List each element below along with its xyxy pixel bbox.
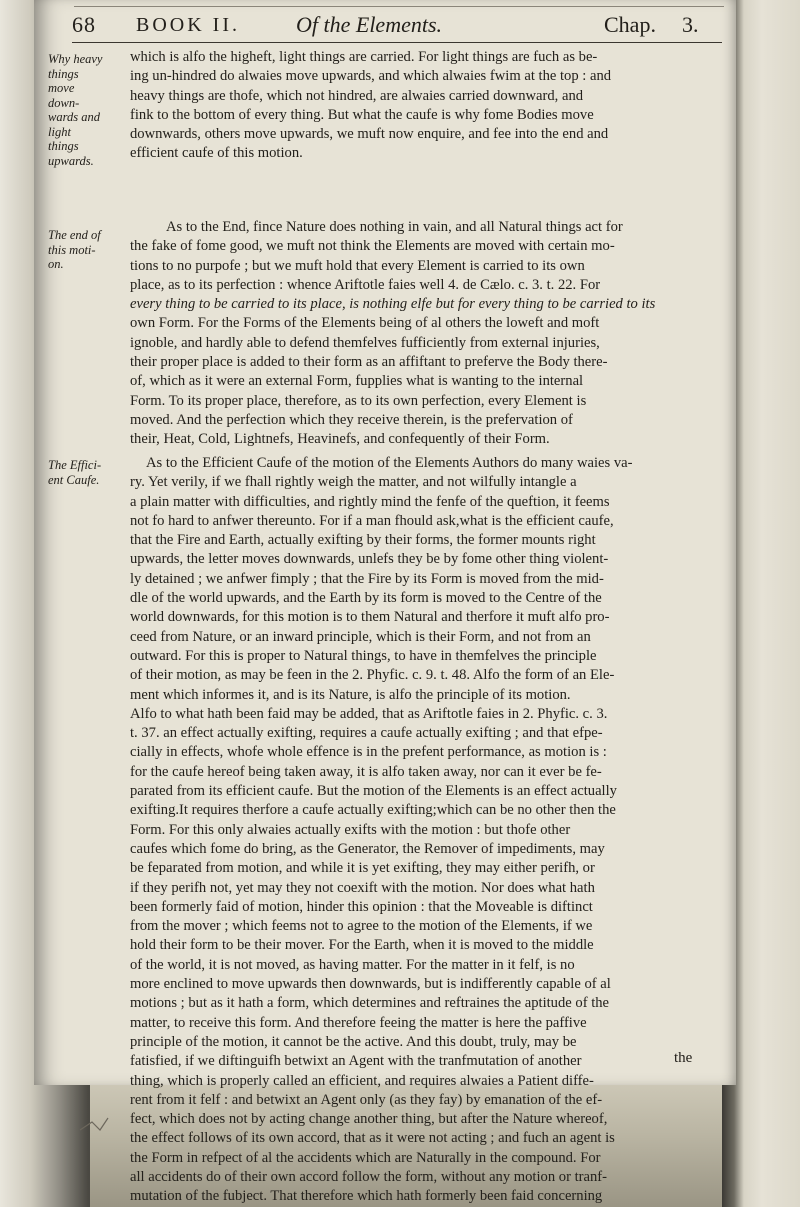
text-line: ry. Yet verily, if we fhall rightly weigh the matter, and not wilfully intangle a <box>130 474 577 491</box>
text-line: Form. To its proper place, therefore, as to its own perfection, every Element is <box>130 392 587 409</box>
text-line: of the world, it is not moved, as having matter. For the matter in it felf, is no <box>130 956 575 973</box>
paragraph-heavy-light <box>130 48 728 164</box>
text-line: which is alfo the higheft, light things are carried. For light things are fuch as be- <box>130 49 598 65</box>
text-line: the effect follows of its own accord, that as it were not acting ; and fuch an agent is <box>130 1130 615 1147</box>
text-line: ment which informes it, and is its Nature, is alfo the principle of its motion. <box>130 686 571 703</box>
text-line: own Form. For the Forms of the Elements being of al others the loweft and moft <box>130 315 600 332</box>
text-line: every thing to be carried to its place, is nothing elfe but for every thing to be carried to its <box>130 296 656 313</box>
text-line: hold their form to be their mover. For the Earth, when it is moved to the middle <box>130 937 594 954</box>
margin-note-heavy-light <box>48 52 130 168</box>
note-line: down- <box>48 95 80 110</box>
paragraph-efficient-cause <box>130 454 728 1207</box>
note-line: things <box>48 139 79 153</box>
note-line: Why heavy <box>48 52 103 66</box>
text-line: world downwards, for this motion is to them Natural and therfore it muft alfo pro- <box>130 609 610 626</box>
text-line: motions ; but as it hath a form, which determines and reftraines the aptitude of the <box>130 995 610 1012</box>
text-line: matter, to receive this form. And therefore feeing the matter is here the paffive <box>130 1014 587 1031</box>
text-line: the fake of fome good, we muft not think the Elements are moved with certain mo- <box>130 238 615 255</box>
text-line: thing, which is properly called an efficient, and requires alwaies a Patient diffe- <box>130 1072 594 1089</box>
note-line: The Effici- <box>48 458 102 472</box>
text-line: place, as to its perfection : whence Ariftotle faies well 4. de Cælo. c. 3. t. 22. For <box>130 276 601 293</box>
text-line: moved. And the perfection which they receive therein, is the prefervation of <box>130 411 573 428</box>
note-line: move <box>48 81 75 95</box>
text-line: downwards, others move upwards, we muft now enquire, and fee into the end and <box>130 126 609 143</box>
text-line: outward. For this is proper to Natural things, to have in themfelves the principle <box>130 647 597 664</box>
text-line: ly detained ; we anfwer fimply ; that the Fire by its Form is moved from the mid- <box>130 570 604 587</box>
text-line: upwards, the letter moves downwards, unlefs they be by fome other thing violent- <box>130 551 609 568</box>
text-line: of their motion, as may be feen in the 2. Phyfic. c. 9. t. 48. Alfo the form of an Ele- <box>130 667 615 684</box>
note-line: upwards. <box>48 153 94 168</box>
text-line: As to the End, fince Nature does nothing in vain, and all Natural things act for <box>166 219 623 235</box>
text-line: ceed from Nature, or an inward principle, which is their Form, and not from an <box>130 628 591 645</box>
text-line: more enclined to move upwards then downwards, but is indifferently capable of al <box>130 976 611 993</box>
text-line: tions to no purpofe ; but we muft hold that every Element is carried to its own <box>130 257 585 274</box>
text-line: As to the Efficient Caufe of the motion of the Elements Authors do many waies va- <box>146 455 633 471</box>
book-page <box>34 0 736 1205</box>
text-line: not fo hard to anfwer thereunto. For if a man fhould ask,what is the efficient caufe, <box>130 512 614 529</box>
page-number: 68 <box>72 12 96 37</box>
text-line: principle of the motion, it cannot be the active. And this doubt, truly, may be <box>130 1033 577 1050</box>
chapter-number: 3. <box>682 12 699 37</box>
text-line: from the mover ; which feems not to agree to the motion of the Elements, if we <box>130 918 593 935</box>
ink-blot-mark <box>70 1100 130 1140</box>
book-label: BOOK II. <box>136 14 240 36</box>
text-line: that the Fire and Earth, actually exifting by their forms, the former mounts right <box>130 532 596 549</box>
text-line: t. 37. an effect actually exifting, requires a caufe actually exifting ; and that efpe- <box>130 725 603 742</box>
running-title: Of the Elements. <box>296 12 443 37</box>
margin-note-efficient-cause <box>48 458 130 487</box>
text-line: for the caufe hereof being taken away, it is alfo taken away, nor can it ever be fe- <box>130 763 602 780</box>
text-line: mutation of the fubject. That therefore which hath formerly been faid concerning <box>130 1188 603 1205</box>
text-line: fink to the bottom of every thing. But what the caufe is why fome Bodies move <box>130 106 594 123</box>
chapter-label: Chap. <box>604 12 656 37</box>
text-line: be feparated from motion, and while it is yet exifting, they may either perifh, or <box>130 860 595 877</box>
text-line: fect, which does not by acting change another thing, but after the Nature whereof, <box>130 1111 608 1128</box>
text-line: parated from its efficient caufe. But the motion of the Elements is an effect actually <box>130 783 617 800</box>
text-line: the Form in refpect of al the accidents which are Naturally in the compound. For <box>130 1149 601 1166</box>
text-line: exifting.It requires therfore a caufe actually exifting;which can be no other then the <box>130 802 616 819</box>
note-line: things <box>48 66 79 81</box>
text-line: their proper place is added to their form as an affiftant to preferve the Body there- <box>130 354 608 371</box>
text-line: if they perifh not, yet may they not coexift with the motion. Nor does what hath <box>130 879 595 896</box>
text-line: all accidents do of their own accord follow the form, without any motion or tranf- <box>130 1168 607 1185</box>
top-rule <box>74 0 724 7</box>
text-line: Form. For this only alwaies actually exifts with the motion : but thofe other <box>130 821 571 838</box>
margin-note-end-of-motion <box>48 228 130 272</box>
text-line: heavy things are thofe, which not hindred, are alwaies carried downward, and <box>130 87 584 104</box>
catchword: the <box>674 1050 693 1066</box>
paragraph-end <box>130 218 728 450</box>
note-line: ent Caufe. <box>48 472 100 487</box>
text-line: rent from it felf : and betwixt an Agent only (as they fay) by emanation of the ef- <box>130 1091 603 1108</box>
text-line: been formerly faid of motion, hinder this opinion : that the Moveable is diftinct <box>130 898 593 915</box>
text-line: a plain matter with difficulties, and rightly mind the fenfe of the queftion, it feems <box>130 493 610 510</box>
text-line: of, which as it were an external Form, fupplies what is wanting to the internal <box>130 373 584 390</box>
note-line: The end of <box>48 228 101 242</box>
text-line: fatisfied, if we diftinguifh betwixt an Agent with the tranfmutation of another <box>130 1053 582 1070</box>
note-line: wards and <box>48 110 100 124</box>
text-line: cially in effects, whofe whole effence is in the prefent performance, as motion is : <box>130 744 607 761</box>
note-line: light <box>48 124 71 139</box>
text-line: ing un-hindred do alwaies move upwards, and which alwaies fwim at the top : and <box>130 68 612 85</box>
note-line: this moti- <box>48 242 96 257</box>
text-line: ignoble, and hardly able to defend themfelves fufficiently from external injuries, <box>130 334 600 351</box>
text-line: caufes which fome do bring, as the Generator, the Remover of impediments, may <box>130 840 605 857</box>
text-line: dle of the world upwards, and the Earth by its form is moved to the Centre of the <box>130 590 602 607</box>
note-line: on. <box>48 257 64 271</box>
text-line: Alfo to what hath been faid may be added, that as Ariftotle faies in 2. Phyfic. c. 3. <box>130 705 608 722</box>
text-line: efficient caufe of this motion. <box>130 145 303 162</box>
text-line: their, Heat, Cold, Lightnefs, Heavinefs, and confequently of their Form. <box>130 431 550 448</box>
running-header <box>72 10 722 43</box>
